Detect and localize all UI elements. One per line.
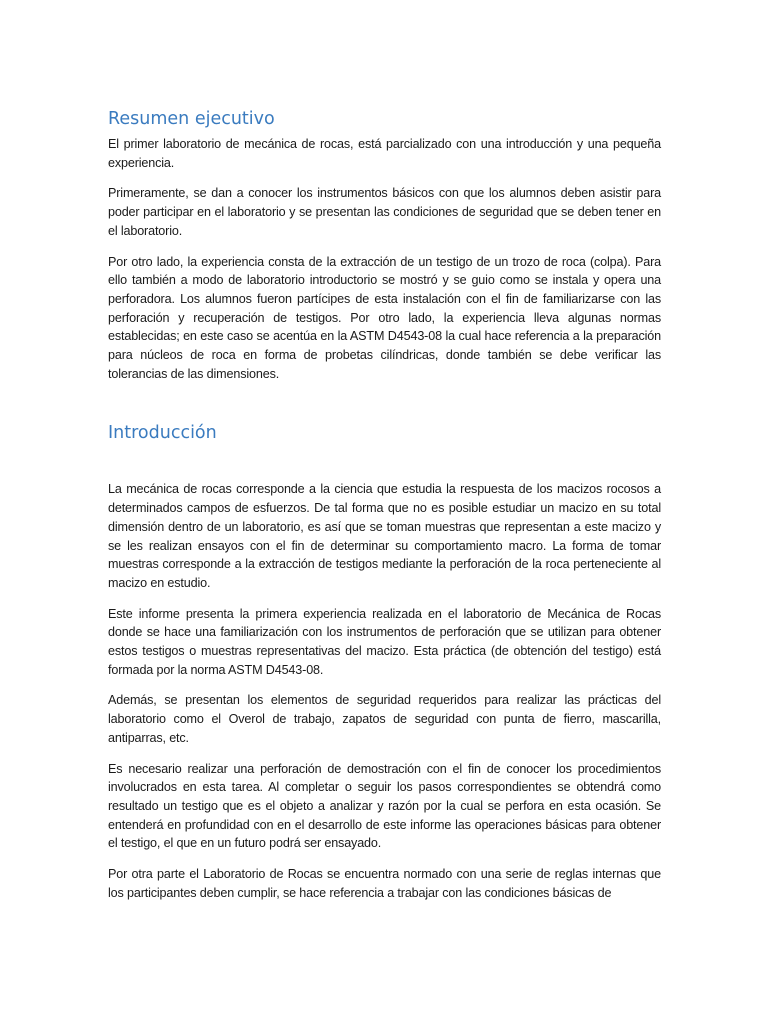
paragraph: Es necesario realizar una perforación de demostración con el fin de conocer los procedimientos involucrados en esta tarea. Al completar o seguir los pasos correspondientes se obtendrá como resultado un testigo que es el objeto a analizar y razón por la cual se perfora en esta ocasión. Se entenderá en profundidad con en el desarrollo de este informe las operaciones básicas para obtener el testigo, el que en un futuro podrá ser ensayado. bbox=[108, 761, 661, 851]
section-heading-resumen-ejecutivo: Resumen ejecutivo bbox=[108, 109, 275, 129]
document-page bbox=[108, 104, 661, 903]
paragraph: Por otro lado, la experiencia consta de la extracción de un testigo de un trozo de roca (colpa). Para ello también a modo de laboratorio introductorio se mostró y se guio como se instala y opera una perforadora. Los alumnos fueron partícipes de esta instalación con el fin de familiarizarse con las perforación y recuperación de testigos. Por otro lado, la experiencia lleva algunas normas establecidas; en este caso se acentúa en la ASTM D4543-08 la cual hace referencia a la preparación para núcleos de roca en forma de probetas cilíndricas, donde también se debe verificar las tolerancias de las dimensiones. bbox=[108, 254, 661, 381]
paragraph: Además, se presentan los elementos de seguridad requeridos para realizar las prácticas del laboratorio como el Overol de trabajo, zapatos de seguridad con punta de fierro, mascarilla, antiparras, etc. bbox=[108, 693, 661, 745]
paragraph: Primeramente, se dan a conocer los instrumentos básicos con que los alumnos deben asistir para poder participar en el laboratorio y se presentan las condiciones de seguridad que se deben tener en el laboratorio. bbox=[108, 186, 661, 238]
paragraph: La mecánica de rocas corresponde a la ciencia que estudia la respuesta de los macizos rocosos a determinados campos de esfuerzos. De tal forma que no es posible estudiar un macizo en su total dimensión dentro de un laboratorio, es así que se toman muestras que representan a este macizo y se les realizan ensayos con el fin de determinar su comportamiento macro. La forma de tomar muestras corresponde a la extracción de testigos mediante la perforación de la roca perteneciente al macizo en estudio. bbox=[108, 482, 661, 590]
paragraph: El primer laboratorio de mecánica de rocas, está parcializado con una introducción y una pequeña experiencia. bbox=[108, 137, 661, 170]
paragraph: Por otra parte el Laboratorio de Rocas se encuentra normado con una serie de reglas internas que los participantes deben cumplir, se hace referencia a trabajar con las condiciones básicas de bbox=[108, 867, 661, 900]
paragraph: Este informe presenta la primera experiencia realizada en el laboratorio de Mecánica de Rocas donde se hace una familiarización con los instrumentos de perforación que se utilizan para obtener estos testigos o muestras representativas del macizo. Esta práctica (de obtención del testigo) está formada por la norma ASTM D4543-08. bbox=[108, 606, 661, 677]
section-heading-introduccion: Introducción bbox=[108, 423, 217, 444]
